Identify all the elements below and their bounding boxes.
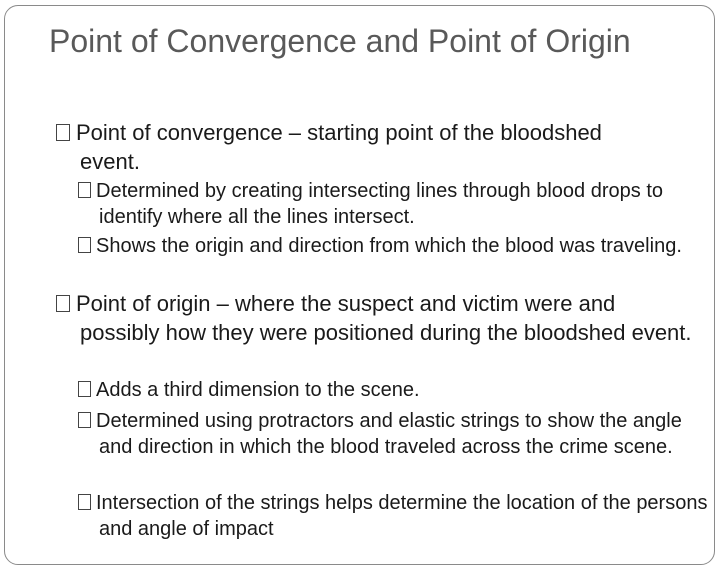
bullet-point-of-convergence (56, 118, 640, 176)
bullet-text: Point of convergence – starting point of the bloodshed event. (76, 120, 602, 174)
sub-bullet-text: Determined by creating intersecting lines through blood drops to identify where all the lines intersect. (96, 180, 663, 228)
bullet-point-of-origin (56, 289, 700, 347)
bullet-box-icon (78, 494, 91, 510)
slide-title: Point of Convergence and Point of Origin (49, 23, 631, 59)
bullet-box-icon (78, 182, 91, 198)
bullet-box-icon (78, 412, 91, 428)
bullet-box-icon (56, 124, 70, 141)
sub-bullet-text: Adds a third dimension to the scene. (96, 379, 420, 401)
bullet-box-icon (78, 381, 91, 397)
sub-bullet-third-dimension (78, 377, 699, 403)
sub-bullet-text: Shows the origin and direction from which the blood was traveling. (96, 235, 682, 257)
sub-bullet-determined-by-lines (78, 178, 689, 230)
bullet-box-icon (56, 295, 70, 312)
bullet-text: Point of origin – where the suspect and victim were and possibly how they were positioned during the bloodshed event. (76, 291, 692, 345)
sub-bullet-intersection (78, 490, 709, 542)
bullet-box-icon (78, 237, 91, 253)
sub-bullet-protractors (78, 408, 689, 460)
sub-bullet-shows-origin (78, 233, 699, 259)
sub-bullet-text: Intersection of the strings helps determine the location of the persons and angle of impact (96, 492, 708, 540)
sub-bullet-text: Determined using protractors and elastic strings to show the angle and direction in which the blood traveled across the crime scene. (96, 410, 682, 458)
